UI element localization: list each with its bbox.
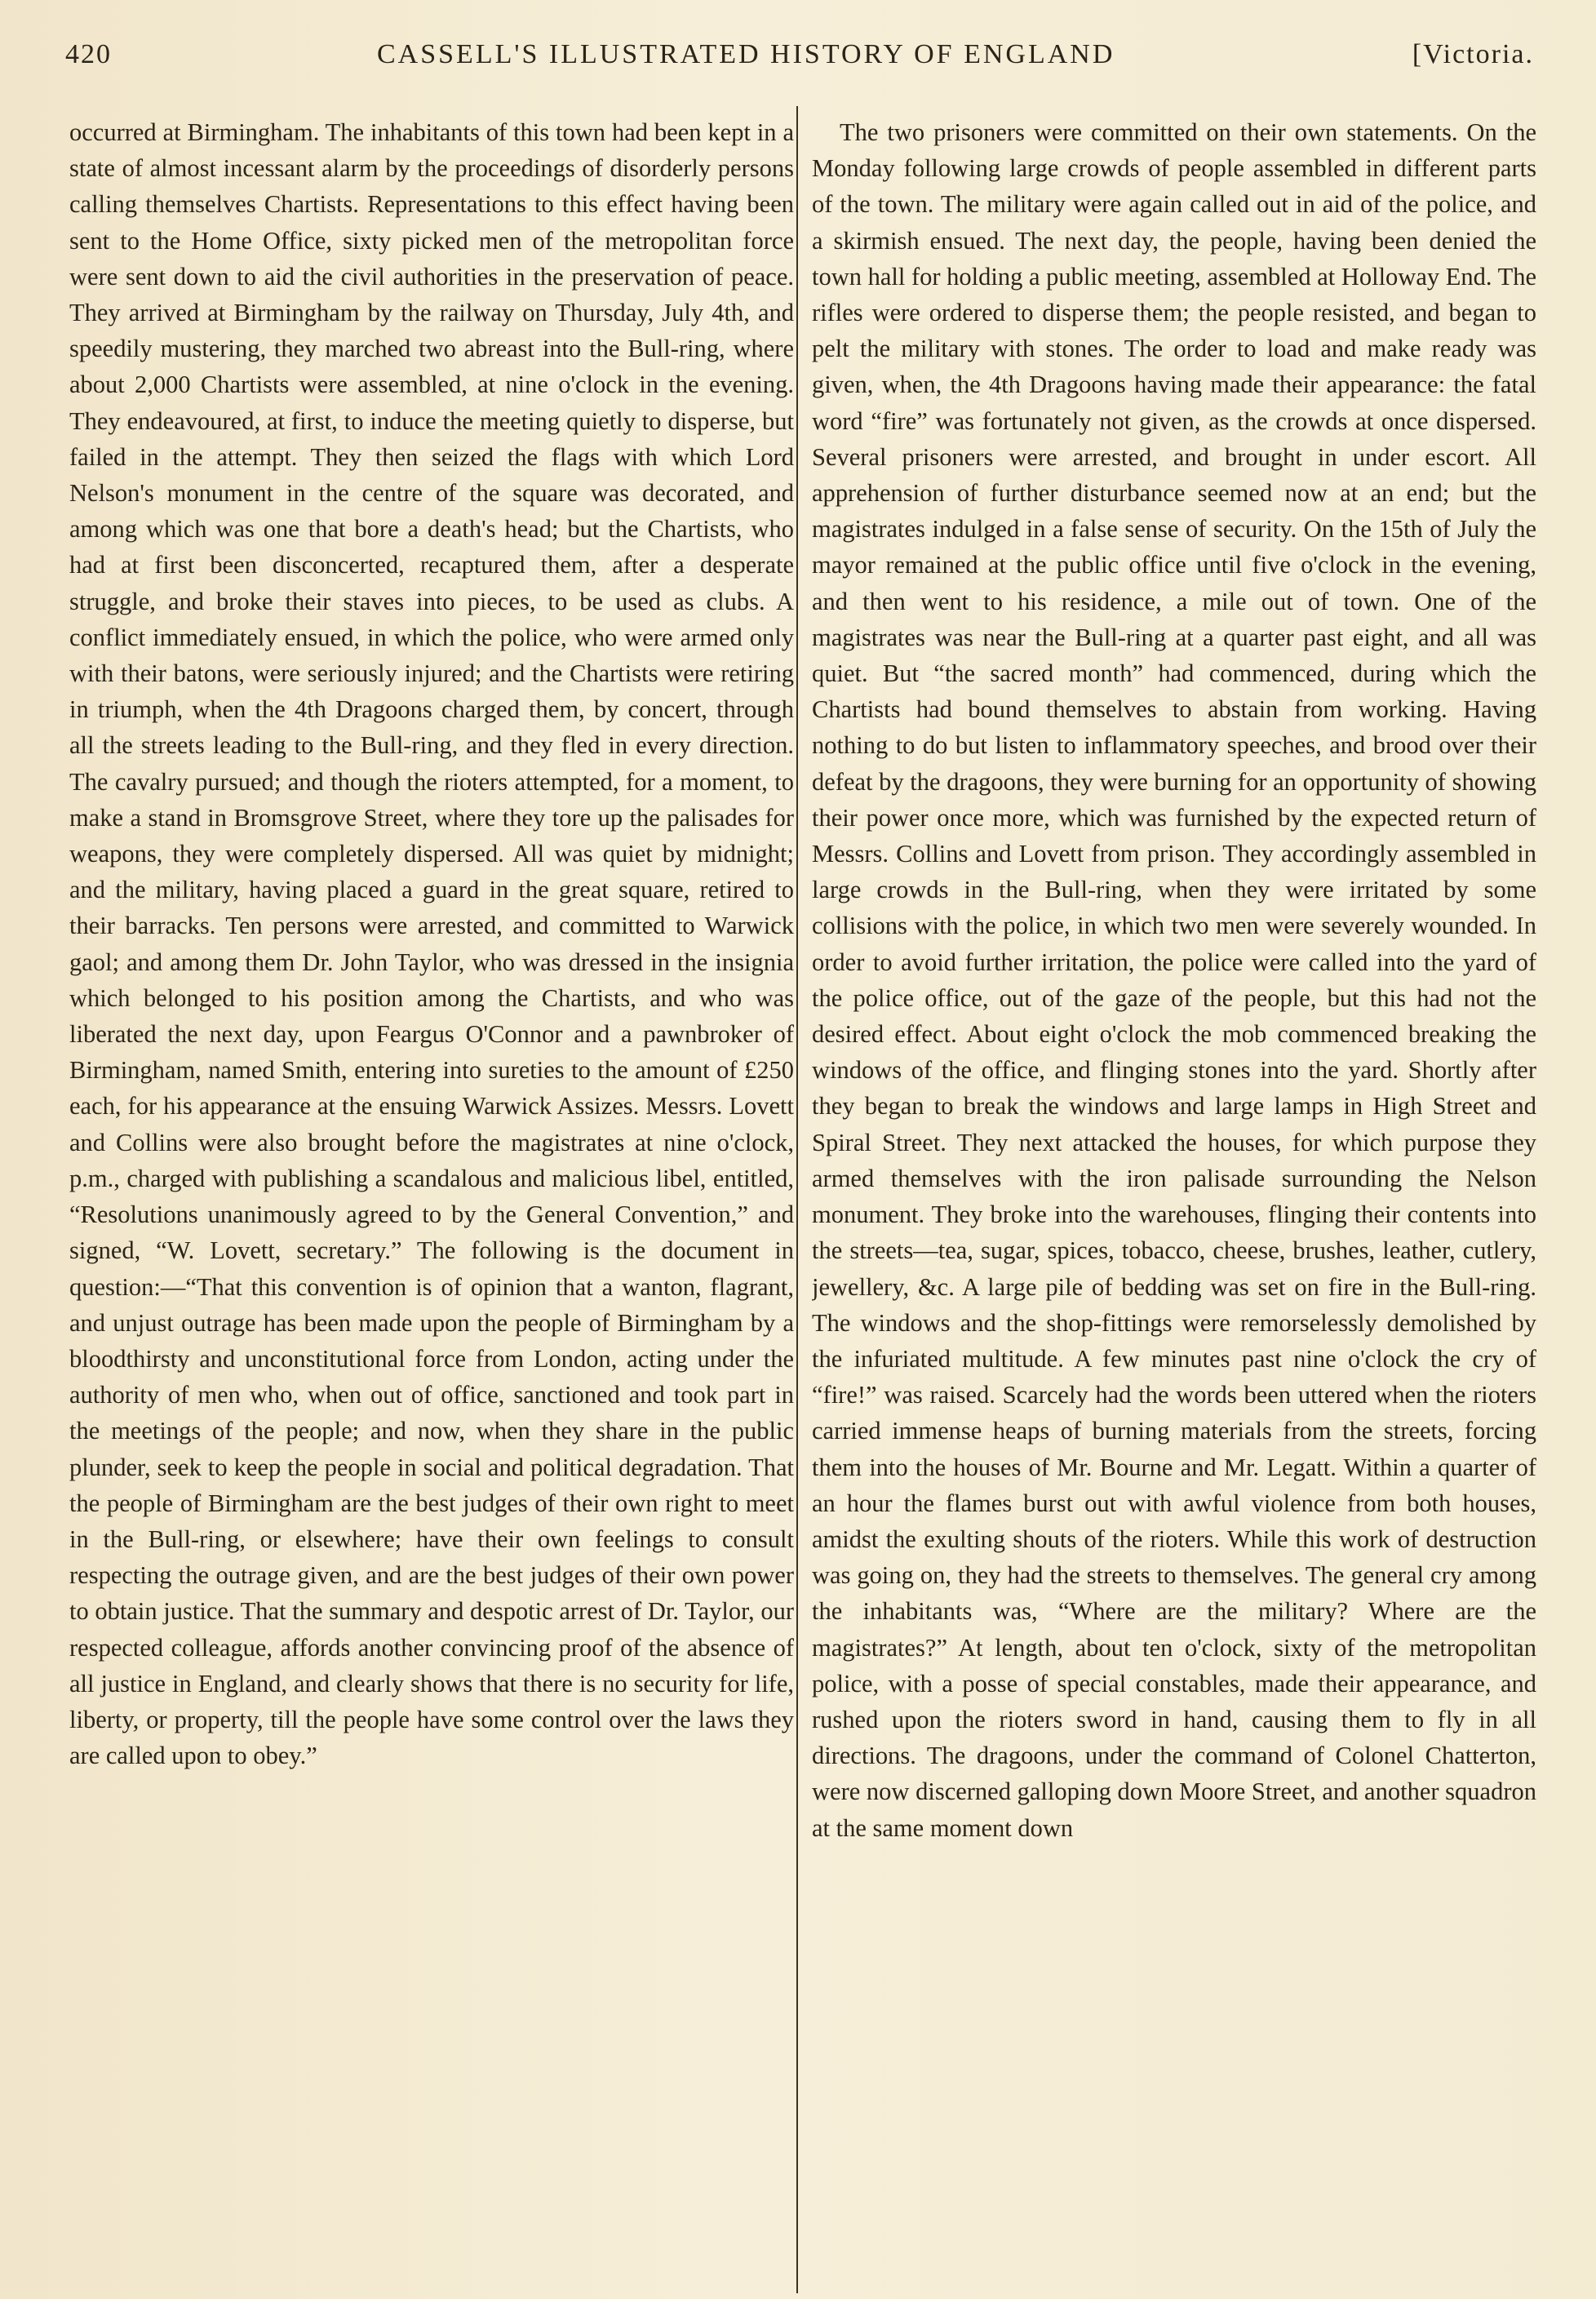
left-paragraph: occurred at Birmingham. The inhabitants of this town had been kept in a state of almost incessant alarm by the proceedings of disorderly persons calling themselves Chartists. Representations to this effect having been sent to the Home Office, sixty picked men of the metropolitan force were sent down to aid the civil authorities in the preservation of peace. They arrived at Birmingham by the railway on Thursday, July 4th, and speedily mustering, they marched two abreast into the Bull-ring, where about 2,000 Chartists were assembled, at nine o'clock in the evening. They endeavoured, at first, to induce the meeting quietly to disperse, but failed in the attempt. They then seized the flags with which Lord Nelson's monument in the centre of the square was decorated, and among which was one that bore a death's head; but the Chartists, who had at first been disconcerted, recaptured them, after a desperate struggle, and broke their staves into pieces, to be used as clubs. A conflict immediately ensued, in which the police, who were armed only with their batons, were seriously injured; and the Chartists were retiring in triumph, when the 4th Dragoons charged them, by concert, through all the streets leading to the Bull-ring, and they fled in every direction. The cavalry pursued; and though the rioters attempted, for a moment, to make a stand in Bromsgrove Street, where they tore up the palisades for weapons, they were completely dispersed. All was quiet by midnight; and the military, having placed a guard in the great square, retired to their barracks. Ten persons were arrested, and committed to Warwick gaol; and among them Dr. John Taylor, who was dressed in the insignia which belonged to his position among the Chartists, and who was liberated the next day, upon Feargus O'Connor and a pawnbroker of Birmingham, named Smith, entering into sureties to the amount of £250 each, for his appearance at the ensuing Warwick Assizes. Messrs. Lovett and Collins were also brought before the magistrates at nine o'clock, p.m., charged with publishing a scandalous and malicious libel, entitled, “Resolutions unanimously agreed to by the General Convention,” and signed, “W. Lovett, secretary.” The following is the document in question:—“That this convention is of opinion that a wanton, flagrant, and unjust outrage has been made upon the people of Birmingham by a bloodthirsty and unconstitutional force from London, acting under the authority of men who, when out of office, sanctioned and took part in the meetings of the people; and now, when they share in the public plunder, seek to keep the people in social and political degradation. That the people of Birmingham are the best judges of their own right to meet in the Bull-ring, or elsewhere; have their own feelings to consult respecting the outrage given, and are the best judges of their own power to obtain justice. That the summary and despotic arrest of Dr. Taylor, our respected colleague, affords another convincing proof of the absence of all justice in England, and clearly shows that there is no security for life, liberty, or property, till the people have some control over the laws they are called upon to obey.” — [69, 118, 794, 1770]
left-column — [69, 114, 794, 2285]
reign-label: [Victoria. — [1412, 39, 1534, 69]
running-title: CASSELL'S ILLUSTRATED HISTORY OF ENGLAND — [377, 39, 1115, 69]
running-header — [65, 39, 1534, 80]
column-divider — [796, 106, 798, 2293]
right-column — [812, 114, 1536, 2285]
page-number: 420 — [65, 39, 112, 69]
right-paragraph: The two prisoners were committed on their own statements. On the Monday following large crowds of people assembled in different parts of the town. The military were again called out in aid of the police, and a skirmish ensued. The next day, the people, having been denied the town hall for holding a public meeting, assembled at Holloway End. The rifles were ordered to disperse them; the people resisted, and began to pelt the military with stones. The order to load and make ready was given, when, the 4th Dragoons having made their appearance: the fatal word “fire” was fortunately not given, as the crowds at once dispersed. Several prisoners were arrested, and brought in under escort. All apprehension of further disturbance seemed now at an end; but the magistrates indulged in a false sense of security. On the 15th of July the mayor remained at the public office until five o'clock in the evening, and then went to his residence, a mile out of town. One of the magistrates was near the Bull-ring at a quarter past eight, and all was quiet. But “the sacred month” had commenced, during which the Chartists had bound themselves to abstain from working. Having nothing to do but listen to inflammatory speeches, and brood over their defeat by the dragoons, they were burning for an opportunity of showing their power once more, which was furnished by the expected return of Messrs. Collins and Lovett from prison. They accordingly assembled in large crowds in the Bull-ring, when they were irritated by some collisions with the police, in which two men were severely wounded. In order to avoid further irritation, the police were called into the yard of the police office, out of the gaze of the people, but this had not the desired effect. About eight o'clock the mob commenced breaking the windows of the office, and flinging stones into the yard. Shortly after they began to break the windows and large lamps in High Street and Spiral Street. They next attacked the houses, for which purpose they armed themselves with the iron palisade surrounding the Nelson monument. They broke into the warehouses, flinging their contents into the streets—tea, sugar, spices, tobacco, cheese, brushes, leather, cutlery, jewellery, &c. A large pile of bedding was set on fire in the Bull-ring. The windows and the shop-fittings were remorselessly demolished by the infuriated multitude. A few minutes past nine o'clock the cry of “fire!” was raised. Scarcely had the words been uttered when the rioters carried immense heaps of burning materials from the streets, forcing them into the houses of Mr. Bourne and Mr. Legatt. Within a quarter of an hour the flames burst out with awful violence from both houses, amidst the exulting shouts of the rioters. While this work of destruction was going on, they had the streets to themselves. The general cry among the inhabitants was, “Where are the military? Where are the magistrates?” At length, about ten o'clock, sixty of the metropolitan police, with a posse of special constables, made their appearance, and rushed upon the rioters sword in hand, causing them to fly in all directions. The dragoons, under the command of Colonel Chatterton, were now discerned galloping down Moore Street, and another squadron at the same moment down — [812, 118, 1536, 1842]
